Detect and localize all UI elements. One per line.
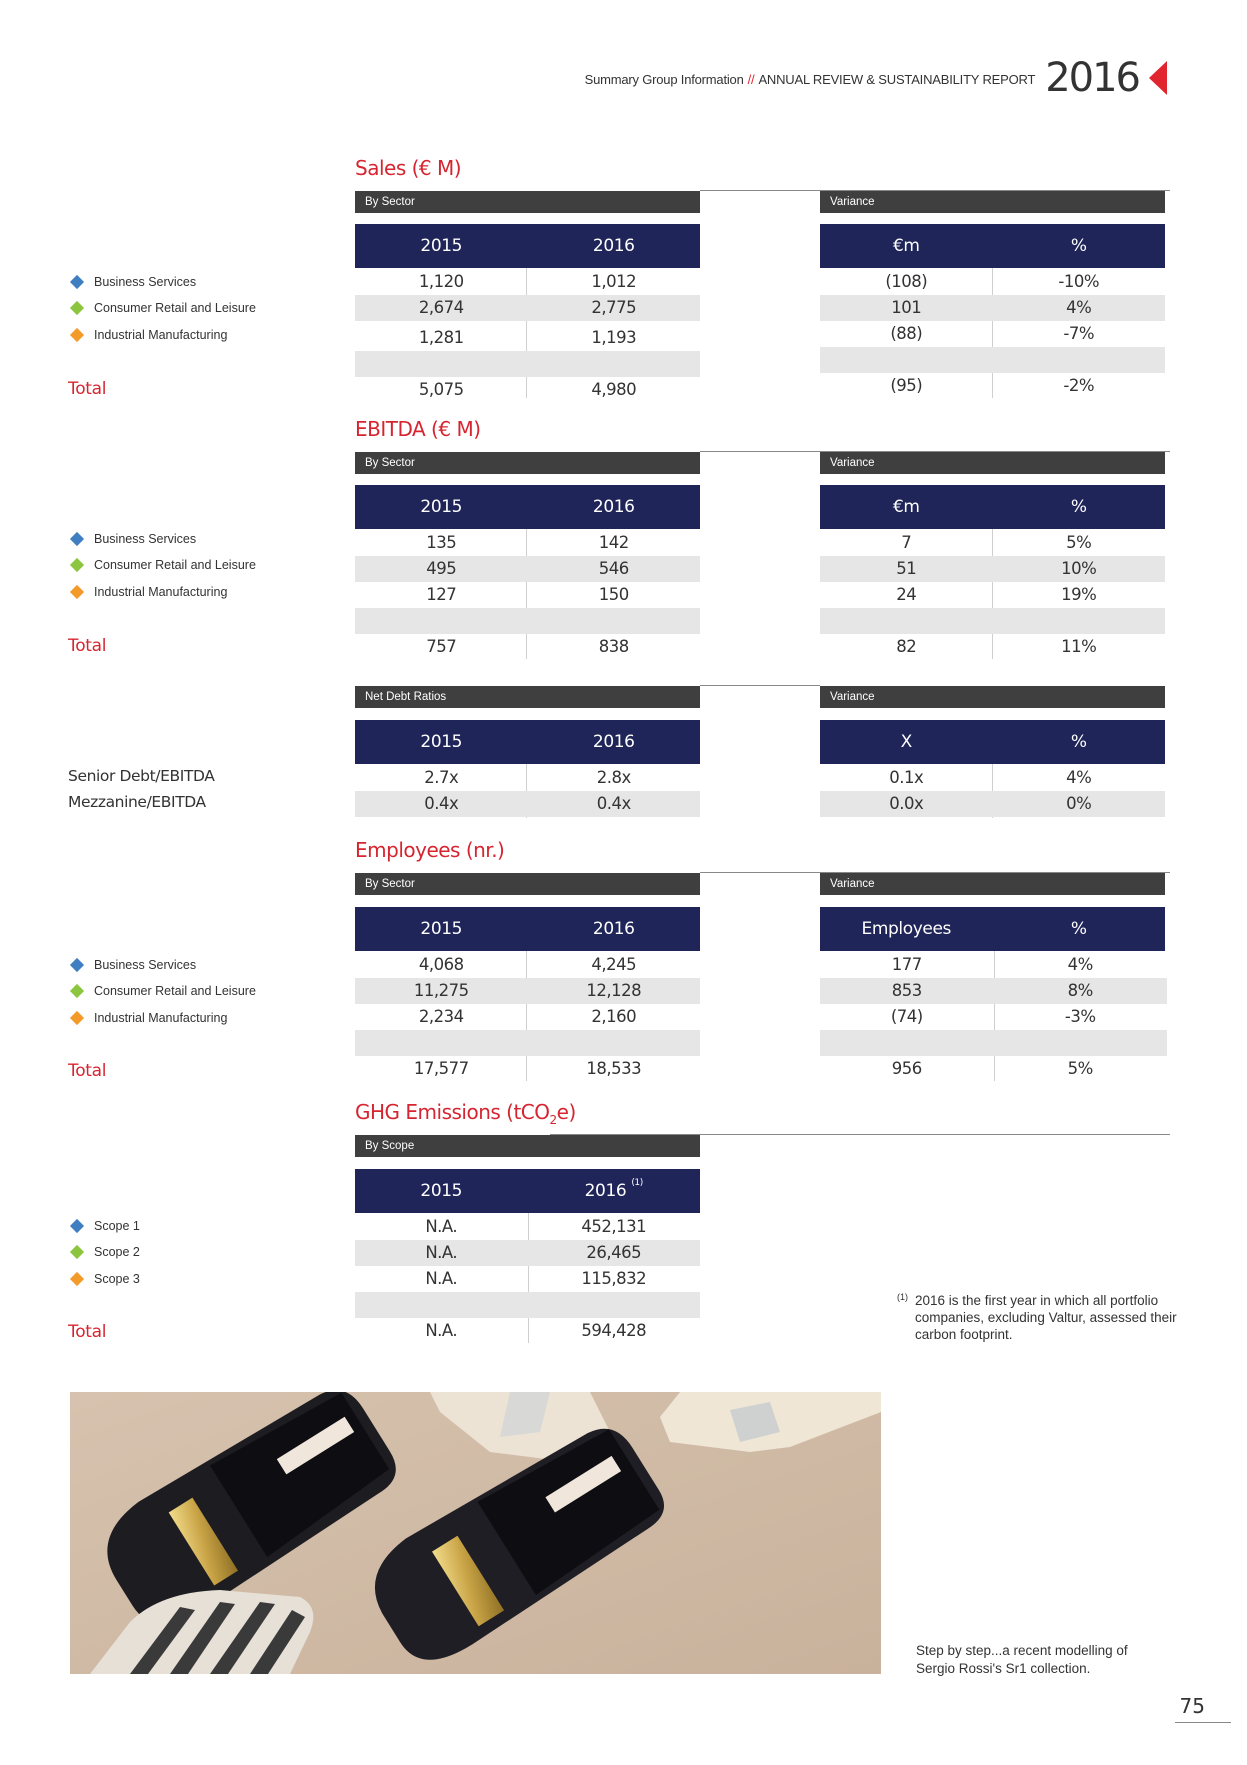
table-row-total: 5,075 4,980 <box>418 380 637 399</box>
table-row: 7 5% <box>901 533 1092 552</box>
legend-scope-2: Scope 2 <box>70 1242 140 1262</box>
legend-industrial: Industrial Manufacturing <box>70 325 227 345</box>
footnote-text: 2016 is the first year in which all portfolio companies, excluding Valtur, assessed their carbon footprint. <box>915 1293 1177 1342</box>
table-row: N.A. 115,832 <box>425 1269 647 1288</box>
header-arrow-icon <box>1149 61 1167 95</box>
table-row: 101 4% <box>820 295 1165 321</box>
table-row-total: (95) -2% <box>890 376 1095 395</box>
table-row: 1,281 1,193 <box>418 328 637 347</box>
footnote-marker: (1) <box>631 1178 643 1188</box>
col-percent: % <box>1070 236 1087 256</box>
sales-variance-head: Variance <box>820 191 1165 213</box>
table-row-empty <box>355 608 700 634</box>
table-row: 4,068 4,245 <box>418 955 637 974</box>
employees-variance-head: Variance <box>820 873 1165 895</box>
header-section: Summary Group Information // ANNUAL REVIEW & SUSTAINABILITY REPORT <box>584 72 1036 87</box>
total-label: Total <box>68 636 107 656</box>
table-row: (108) -10% <box>885 272 1100 291</box>
table-row: 495 546 <box>355 556 700 582</box>
table-row: N.A. 452,131 <box>425 1217 647 1236</box>
net-debt-variance-head: Variance <box>820 686 1165 708</box>
diamond-icon <box>70 984 84 998</box>
col-2016: 2016 <box>592 236 635 256</box>
table-row-empty <box>355 1030 700 1056</box>
net-debt-variance-header: X % <box>820 720 1165 764</box>
shoes-photo <box>70 1392 881 1674</box>
table-row: 0.1x 4% <box>889 768 1092 787</box>
table-row: (74) -3% <box>890 1007 1096 1026</box>
table-row: (88) -7% <box>890 324 1095 343</box>
ghg-by-scope-head: By Scope <box>355 1135 700 1157</box>
page-number-rule <box>1175 1722 1231 1723</box>
diamond-icon <box>70 1011 84 1025</box>
table-row-total: 956 5% <box>891 1059 1093 1078</box>
diamond-icon <box>70 558 84 572</box>
shoes-illustration <box>70 1392 881 1674</box>
diamond-icon <box>70 1219 84 1233</box>
ebitda-variance-head: Variance <box>820 452 1165 474</box>
legend-business-services: Business Services <box>70 955 196 975</box>
employees-year-header: 2015 2016 <box>355 907 700 951</box>
table-row-total: 17,577 18,533 <box>413 1059 642 1078</box>
table-row: 1,120 1,012 <box>418 272 637 291</box>
col-em: €m <box>892 236 920 256</box>
table-row: N.A. 26,465 <box>355 1240 700 1266</box>
header-year: 2016 <box>1045 55 1139 101</box>
sales-title: Sales (€ M) <box>355 156 462 180</box>
net-debt-year-header: 2015 2016 <box>355 720 700 764</box>
table-row-total: 82 11% <box>896 637 1097 656</box>
ghg-title: GHG Emissions (tCO$_2$e) <box>355 1100 576 1127</box>
table-row-total: 757 838 <box>426 637 629 656</box>
table-row: 2,234 2,160 <box>418 1007 637 1026</box>
table-row: 0.4x 0.4x <box>355 791 700 817</box>
table-row: 127 150 <box>426 585 629 604</box>
table-row-total: N.A. 594,428 <box>425 1321 647 1340</box>
legend-scope-3: Scope 3 <box>70 1269 140 1289</box>
footnote-marker: (1) <box>897 1292 908 1302</box>
table-row: 135 142 <box>426 533 629 552</box>
header-report: ANNUAL REVIEW & SUSTAINABILITY REPORT <box>758 72 1036 87</box>
table-row: 853 8% <box>820 978 1167 1004</box>
table-row: 24 19% <box>896 585 1097 604</box>
table-row-empty <box>355 1292 700 1318</box>
page-number: 75 <box>1179 1694 1205 1718</box>
legend-consumer-retail: Consumer Retail and Leisure <box>70 981 256 1001</box>
photo-caption: Step by step...a recent modelling of Sergio Rossi's Sr1 collection. <box>916 1643 1128 1676</box>
table-row-empty <box>820 1030 1167 1056</box>
ebitda-variance-header: €m % <box>820 485 1165 529</box>
senior-debt-label: Senior Debt/EBITDA <box>68 767 215 785</box>
employees-by-sector-head: By Sector <box>355 873 700 895</box>
mezzanine-label: Mezzanine/EBITDA <box>68 793 206 811</box>
legend-consumer-retail: Consumer Retail and Leisure <box>70 298 256 318</box>
legend-industrial: Industrial Manufacturing <box>70 582 227 602</box>
ghg-year-header: 2015 2016 $^{(1)}$ <box>355 1169 700 1213</box>
diamond-icon <box>70 301 84 315</box>
diamond-icon <box>70 1245 84 1259</box>
legend-business-services: Business Services <box>70 529 196 549</box>
table-row-empty <box>355 351 700 377</box>
legend-consumer-retail: Consumer Retail and Leisure <box>70 555 256 575</box>
total-label: Total <box>68 1061 107 1081</box>
header-separator: // <box>747 72 755 87</box>
legend-business-services: Business Services <box>70 272 196 292</box>
col-2015: 2015 <box>420 236 463 256</box>
table-row-empty <box>820 608 1165 634</box>
table-row: 51 10% <box>820 556 1165 582</box>
diamond-icon <box>70 958 84 972</box>
sales-year-header <box>355 224 700 268</box>
employees-variance-header: Employees % <box>820 907 1165 951</box>
net-debt-head: Net Debt Ratios <box>355 686 700 708</box>
sales-by-sector-head: By Sector <box>355 191 700 213</box>
total-label: Total <box>68 379 107 399</box>
total-label: Total <box>68 1322 107 1342</box>
table-row: 2,674 2,775 <box>355 295 700 321</box>
sales-variance-header <box>820 224 1165 268</box>
title-rule <box>700 685 820 686</box>
diamond-icon <box>70 328 84 342</box>
table-row: 177 4% <box>891 955 1093 974</box>
diamond-icon <box>70 532 84 546</box>
footnote <box>897 1292 1177 1343</box>
page-header <box>584 48 1167 101</box>
table-row-empty <box>820 347 1165 373</box>
table-row: 11,275 12,128 <box>355 978 700 1004</box>
diamond-icon <box>70 585 84 599</box>
ebitda-title: EBITDA (€ M) <box>355 417 481 441</box>
diamond-icon <box>70 1272 84 1286</box>
table-row: 0.0x 0% <box>820 791 1165 817</box>
employees-title: Employees (nr.) <box>355 838 505 862</box>
ebitda-by-sector-head: By Sector <box>355 452 700 474</box>
legend-scope-1: Scope 1 <box>70 1216 140 1236</box>
legend-industrial: Industrial Manufacturing <box>70 1008 227 1028</box>
ebitda-year-header: 2015 2016 <box>355 485 700 529</box>
table-row: 2.7x 2.8x <box>424 768 631 787</box>
diamond-icon <box>70 275 84 289</box>
